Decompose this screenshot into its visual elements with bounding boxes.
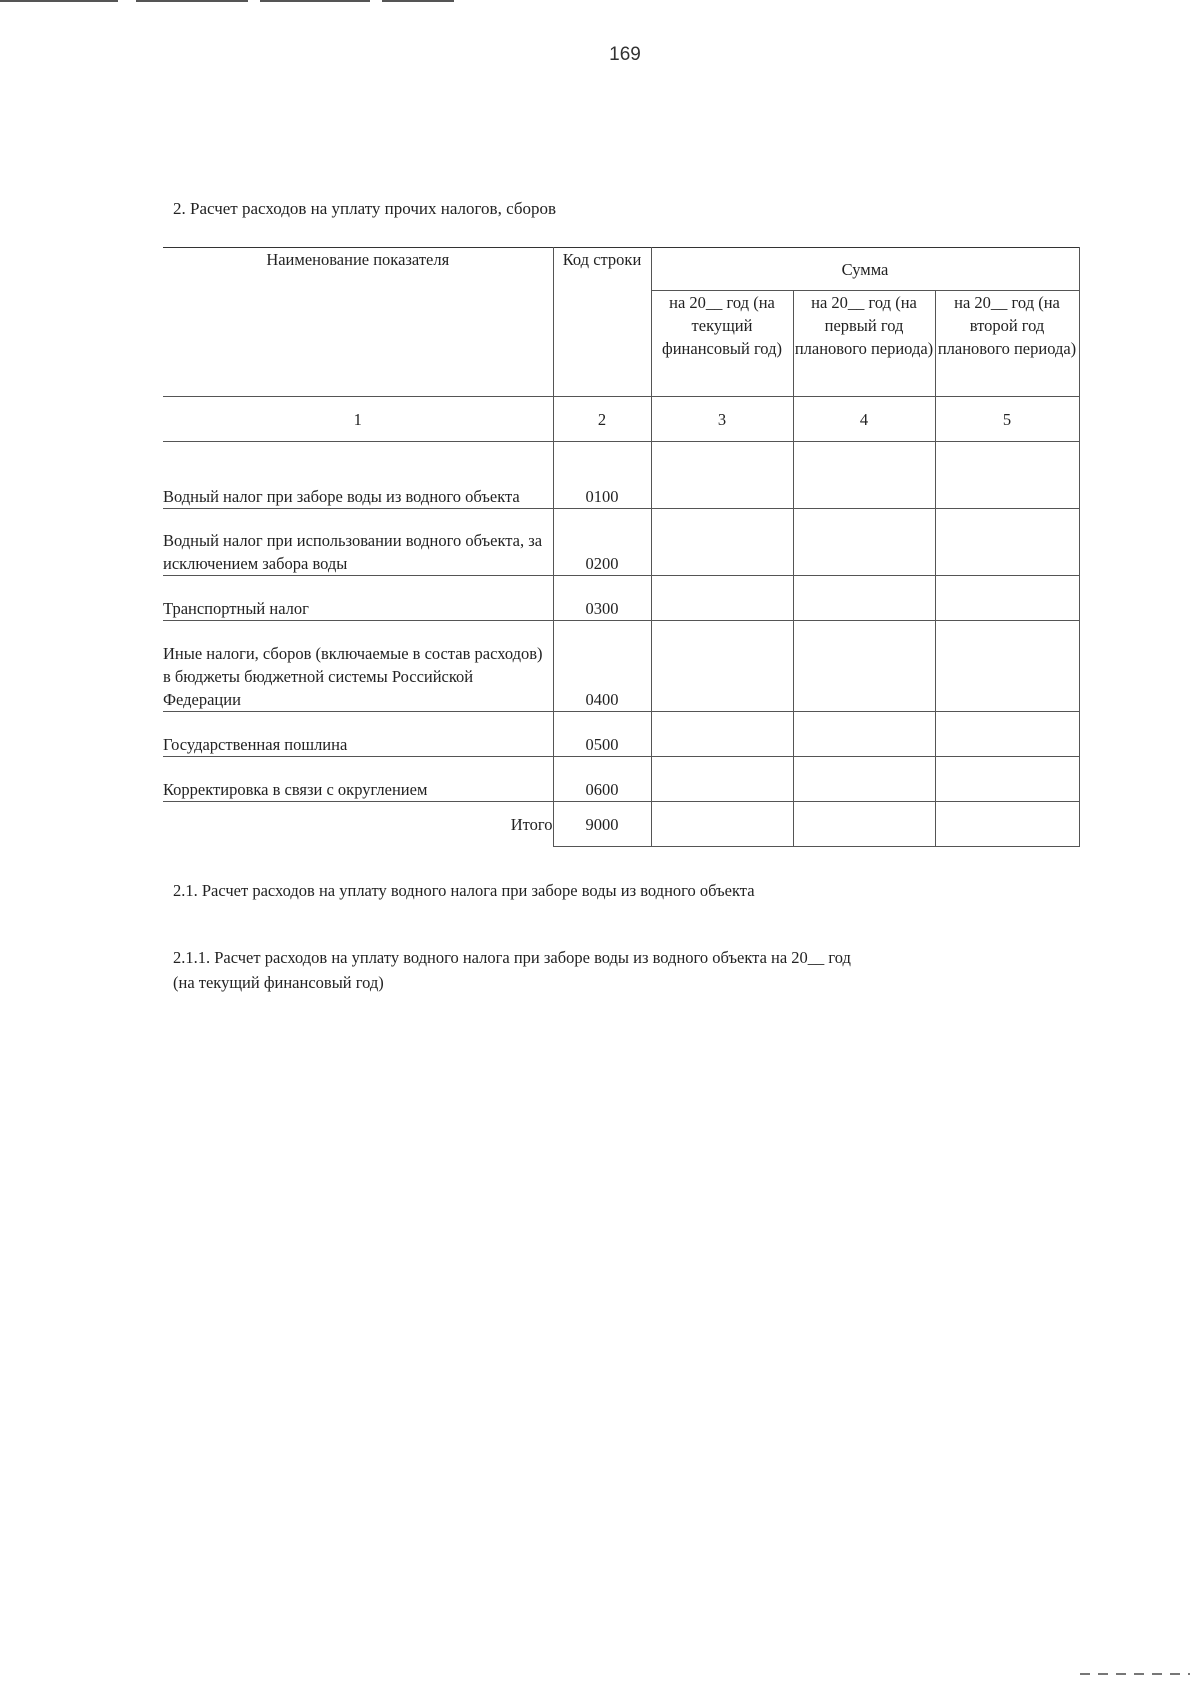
table-row (163, 621, 1079, 712)
header-code: Код строки (553, 248, 651, 397)
value-cell (793, 712, 935, 757)
row-code: 0100 (553, 442, 651, 509)
table-row (163, 712, 1079, 757)
table-row (163, 509, 1079, 576)
row-name: Транспортный налог (163, 576, 553, 621)
value-cell (793, 442, 935, 509)
total-code: 9000 (553, 802, 651, 847)
tax-calculation-table (163, 247, 1080, 847)
value-cell (793, 757, 935, 802)
column-number: 1 (163, 397, 553, 442)
row-code: 0600 (553, 757, 651, 802)
value-cell (935, 576, 1079, 621)
value-cell (935, 442, 1079, 509)
total-row (163, 802, 1079, 847)
column-number-row (163, 397, 1079, 442)
value-cell (651, 757, 793, 802)
column-number: 4 (793, 397, 935, 442)
value-cell (793, 576, 935, 621)
scan-top-lines (0, 0, 460, 2)
paragraph-2-1: 2.1. Расчет расходов на уплату водного налога при заборе воды из водного объекта (173, 881, 755, 900)
value-cell (793, 509, 935, 576)
row-code: 0400 (553, 621, 651, 712)
value-cell (651, 576, 793, 621)
value-cell (651, 712, 793, 757)
header-year-current: на 20__ год (на текущий финансовый год) (651, 291, 793, 397)
row-name: Водный налог при использовании водного объекта, за исключением забора воды (163, 509, 553, 576)
value-cell (793, 621, 935, 712)
table-row (163, 757, 1079, 802)
value-cell (935, 621, 1079, 712)
value-cell (935, 802, 1079, 847)
row-name: Корректировка в связи с округлением (163, 757, 553, 802)
value-cell (935, 757, 1079, 802)
row-name: Государственная пошлина (163, 712, 553, 757)
row-name: Водный налог при заборе воды из водного объекта (163, 442, 553, 509)
value-cell (935, 509, 1079, 576)
column-number: 2 (553, 397, 651, 442)
value-cell (793, 802, 935, 847)
column-number: 5 (935, 397, 1079, 442)
header-year-first: на 20__ год (на первый год планового периода) (793, 291, 935, 397)
row-code: 0500 (553, 712, 651, 757)
section-title: 2. Расчет расходов на уплату прочих налогов, сборов (173, 199, 557, 218)
value-cell (651, 621, 793, 712)
value-cell (651, 442, 793, 509)
value-cell (935, 712, 1079, 757)
header-sum: Сумма (651, 248, 1079, 291)
header-year-second: на 20__ год (на второй год планового периода) (935, 291, 1079, 397)
value-cell (651, 509, 793, 576)
page-number: 169 (609, 44, 641, 65)
row-code: 0200 (553, 509, 651, 576)
row-code: 0300 (553, 576, 651, 621)
scan-mark (1080, 1673, 1190, 1675)
row-name: Иные налоги, сборов (включаемые в состав расходов) в бюджеты бюджетной системы Российской Федерации (163, 621, 553, 712)
column-number: 3 (651, 397, 793, 442)
value-cell (651, 802, 793, 847)
table-row (163, 442, 1079, 509)
paragraph-2-1-1: 2.1.1. Расчет расходов на уплату водного налога при заборе воды из водного объекта на 20__ год (на текущий финансовый год) (173, 948, 851, 992)
header-name: Наименование показателя (163, 248, 553, 397)
total-label: Итого (163, 802, 553, 847)
table-row (163, 576, 1079, 621)
